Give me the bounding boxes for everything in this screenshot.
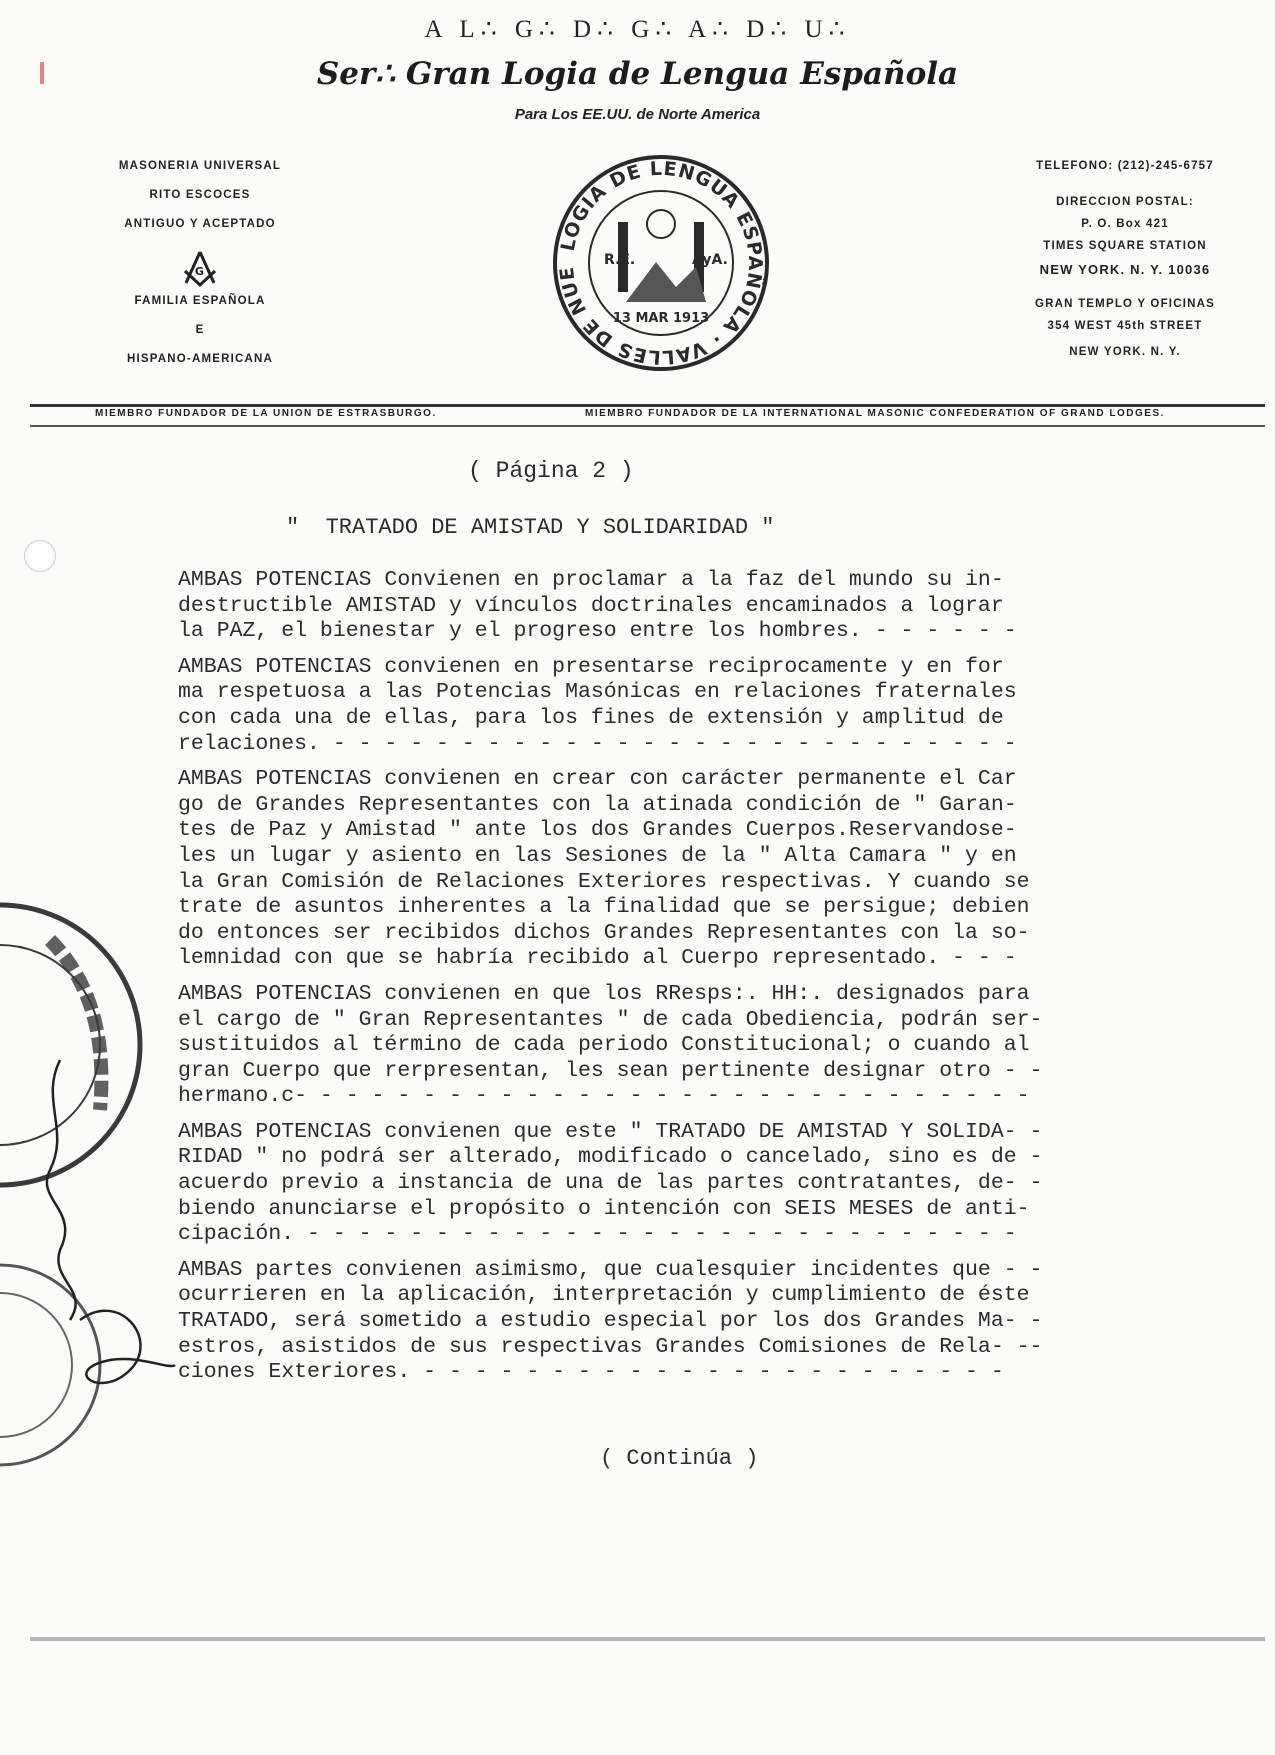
right-line: NEW YORK. N. Y. (1069, 346, 1181, 358)
right-line: TIMES SQUARE STATION (1043, 240, 1207, 252)
seal-date: 13 MAR 1913 (612, 311, 710, 326)
text-line: AMBAS POTENCIAS convienen en crear con carácter permanente el Car (178, 767, 1017, 792)
member-left: MIEMBRO FUNDADOR DE LA UNION DE ESTRASBURGO. (95, 408, 437, 419)
left-line: ANTIGUO Y ACEPTADO (124, 218, 276, 230)
left-line: RITO ESCOCES (149, 189, 251, 201)
text-line: destructible AMISTAD y vínculos doctrinales encaminados a lograr (178, 593, 1004, 618)
text-line: tes de Paz y Amistad " ante los dos Grandes Cuerpos.Reservandose- (178, 818, 1017, 843)
text-line: ocurrieren en la aplicación, interpretación y cumplimiento de éste (178, 1283, 1030, 1308)
page-number: ( Página 2 ) (468, 458, 634, 484)
member-right: MIEMBRO FUNDADOR DE LA INTERNATIONAL MASONIC CONFEDERATION OF GRAND LODGES. (585, 408, 1165, 419)
letterhead-right-block (1010, 160, 1240, 368)
letterhead-subtitle: Para Los EE.UU. de Norte America (514, 106, 761, 123)
text-line: AMBAS POTENCIAS convienen que este " TRATADO DE AMISTAD Y SOLIDA- - (178, 1119, 1043, 1144)
text-line: biendo anunciarse el propósito o intención con SEIS MESES de anti- (178, 1196, 1030, 1221)
text-line: go de Grandes Representantes con la atinada condición de " Garan- (178, 792, 1017, 817)
divider (30, 404, 1265, 407)
telephone: TELEFONO: (212)-245-6757 (1036, 160, 1214, 172)
text-line: TRATADO, será sometido a estudio especial por los dos Grandes Ma- - (178, 1309, 1043, 1334)
letterhead-lodge-name: Ser∴ Gran Logia de Lengua Española (316, 56, 959, 92)
page-bottom-edge (30, 1637, 1265, 1641)
paragraph (178, 1258, 1218, 1386)
right-line: P. O. Box 421 (1081, 218, 1169, 230)
text-line: AMBAS POTENCIAS Convienen en proclamar a la faz del mundo su in- (178, 568, 1004, 592)
text-line: RIDAD " no podrá ser alterado, modificado o cancelado, sino es de - (178, 1145, 1043, 1170)
document-title: " TRATADO DE AMISTAD Y SOLIDARIDAD " (286, 515, 775, 540)
text-line: la Gran Comisión de Relaciones Exteriores respectivas. Y cuando se (178, 869, 1030, 894)
text-line: do entonces ser recibidos dichos Grandes Representantes con la so- (178, 920, 1030, 945)
letterhead-left-block (90, 160, 310, 382)
paragraph (178, 767, 1218, 972)
left-line: HISPANO-AMERICANA (126, 353, 274, 365)
text-line: con cada una de ellas, para los fines de extensión y amplitud de (178, 705, 1004, 730)
text-line: les un lugar y asiento en las Sesiones de la " Alta Camara " y en (178, 843, 1017, 868)
text-line: acuerdo previo a instancia de una de las partes contratantes, de- - (178, 1171, 1043, 1196)
text-line: estros, asistidos de sus respectivas Grandes Comisiones de Rela- -- (178, 1334, 1043, 1359)
text-line: ma respetuosa a las Potencias Masónicas en relaciones fraternales (178, 680, 1017, 705)
text-line: relaciones. - - - - - - - - - - - - - - - - - - - - - - - - - - - (178, 731, 1017, 756)
text-line: cipación. - - - - - - - - - - - - - - - - - - - - - - - - - - - - (178, 1222, 1017, 1247)
text-line: gran Cuerpo que rerpresentan, les sean pertinente designar otro - - (178, 1058, 1043, 1083)
paragraph (178, 655, 1218, 757)
right-line: 354 WEST 45th STREET (1047, 320, 1203, 332)
letterhead-top-line: A L∴ G∴ D∴ G∴ A∴ D∴ U∴ (424, 16, 851, 43)
right-line: GRAN TEMPLO Y OFICINAS (1035, 298, 1215, 310)
seal-left-mark: R.E. (604, 252, 636, 268)
text-line: trate de asuntos inherentes a la finalidad que se persigue; debien (178, 895, 1030, 920)
right-line: DIRECCION POSTAL: (1056, 196, 1194, 208)
square-compass-icon (90, 249, 310, 289)
left-line: FAMILIA ESPAÑOLA (134, 295, 266, 307)
left-line: MASONERIA UNIVERSAL (118, 160, 282, 172)
punch-hole (24, 540, 56, 572)
paragraph (178, 568, 1218, 645)
text-line: el cargo de " Gran Representantes " de cada Obediencia, podrán ser- (178, 1007, 1043, 1032)
continua-note: ( Continúa ) (600, 1446, 759, 1471)
seal-ring-text: LOGIA DE LENGUA ESPAÑOLA · VALLES DE NUE (555, 157, 767, 369)
divider (30, 425, 1265, 427)
document-body (178, 568, 1218, 1396)
left-line: E (195, 324, 205, 336)
lodge-seal-icon (546, 152, 776, 374)
handwritten-signature-icon (20, 1040, 180, 1420)
text-line: sustituidos al término de cada periodo Constitucional; o cuando al (178, 1033, 1030, 1058)
svg-text:G: G (194, 265, 206, 278)
text-line: la PAZ, el bienestar y el progreso entre los hombres. - - - - - - (178, 619, 1017, 644)
text-line: hermano.c- - - - - - - - - - - - - - - - - - - - - - - - - - - - - (178, 1084, 1030, 1109)
right-line: NEW YORK. N. Y. 10036 (1039, 262, 1211, 277)
paragraph (178, 982, 1218, 1110)
seal-right-mark: AyA. (692, 252, 728, 268)
text-line: AMBAS POTENCIAS convienen en presentarse reciprocamente y en for (178, 654, 1004, 679)
paragraph (178, 1120, 1218, 1248)
text-line: AMBAS POTENCIAS convienen en que los RResps:. HH:. designados para (178, 981, 1030, 1006)
text-line: ciones Exteriores. - - - - - - - - - - - - - - - - - - - - - - - (178, 1360, 1004, 1385)
text-line: AMBAS partes convienen asimismo, que cualesquier incidentes que - - (178, 1257, 1043, 1282)
text-line: lemnidad con que se habría recibido al Cuerpo representado. - - - (178, 946, 1017, 971)
